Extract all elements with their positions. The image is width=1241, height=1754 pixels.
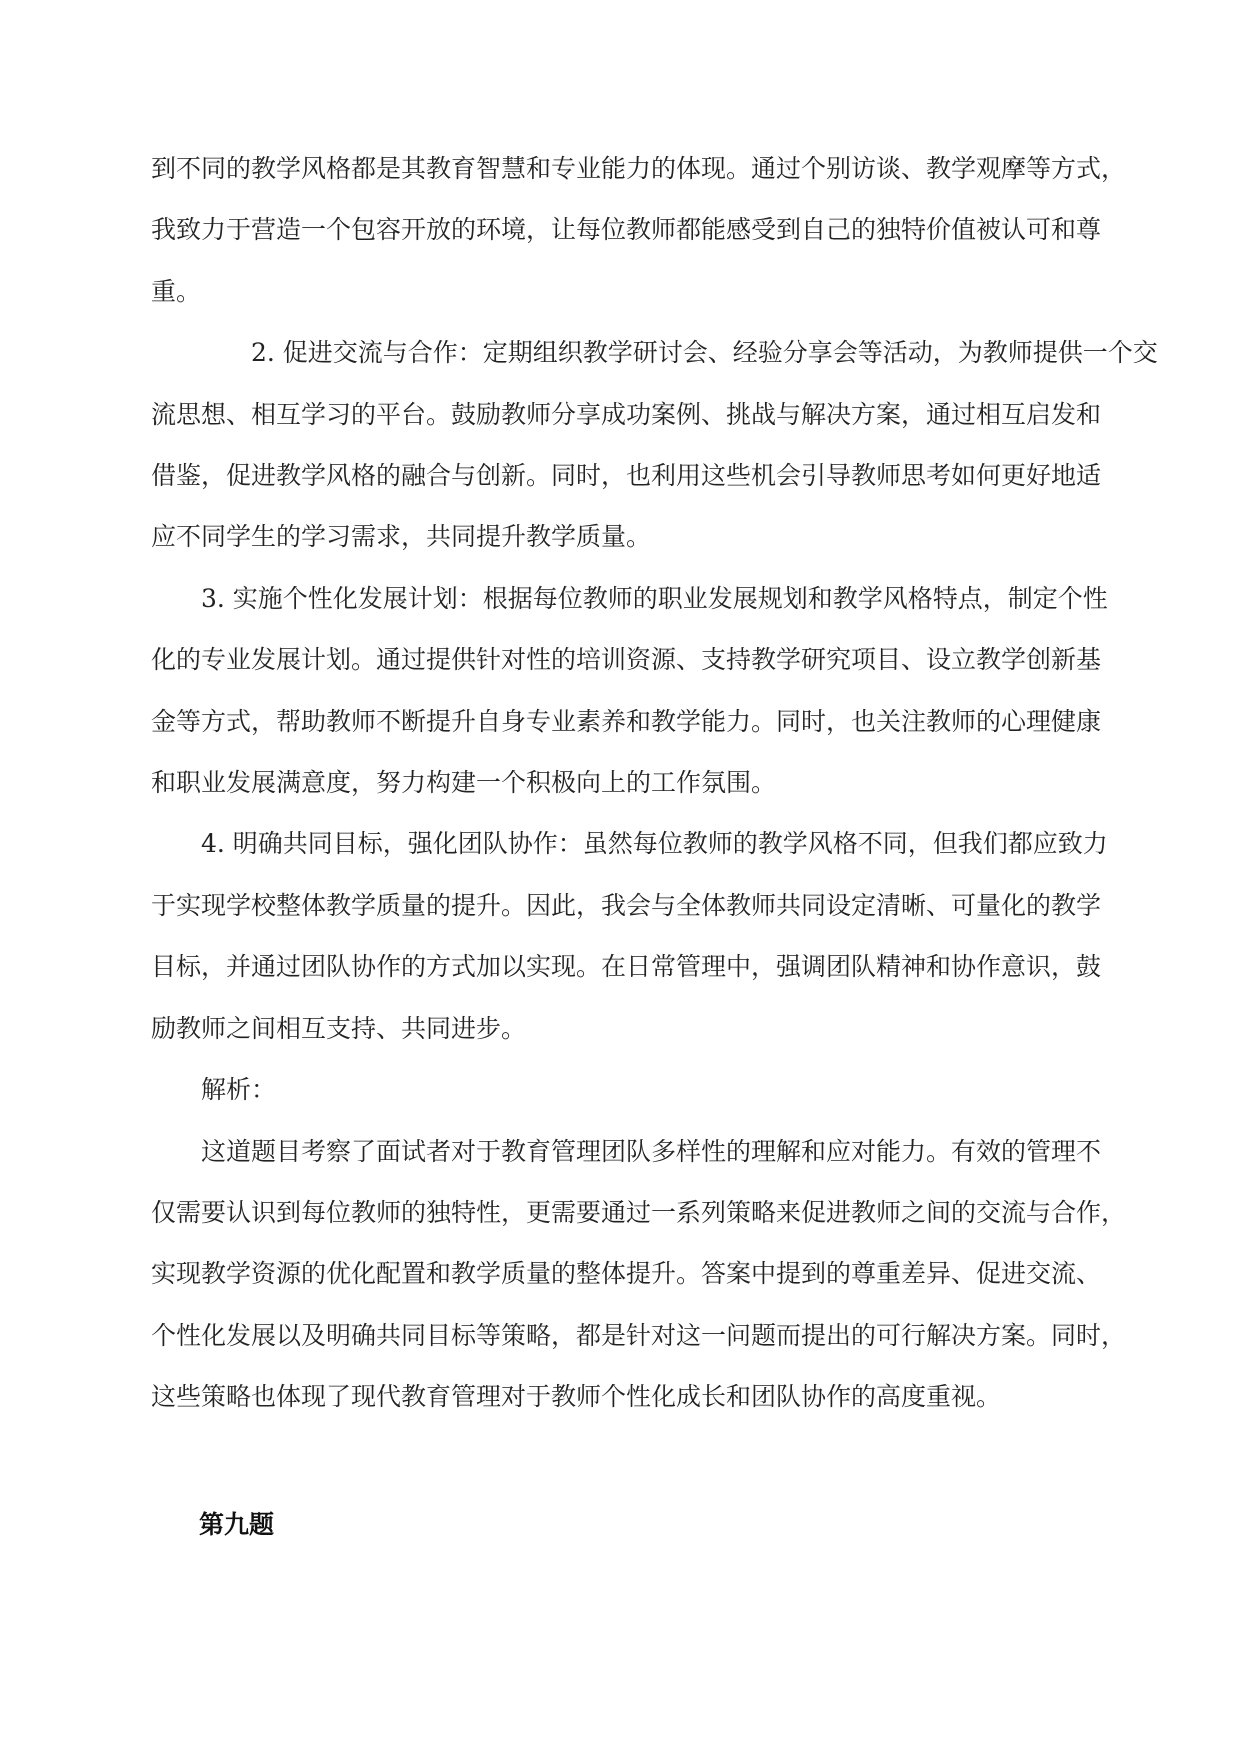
- text-line: 流思想、相互学习的平台。鼓励教师分享成功案例、挑战与解决方案，通过相互启发和: [151, 399, 1102, 429]
- text-line: 励教师之间相互支持、共同进步。: [151, 1013, 527, 1043]
- text-line: 解析：: [201, 1075, 277, 1105]
- paragraph-analysis: [151, 1121, 1127, 1428]
- body-text: [151, 138, 1158, 1428]
- text-line: 我致力于营造一个包容开放的环境，让每位教师都能感受到自己的独特价值被认可和尊: [151, 215, 1102, 245]
- text-line: 于实现学校整体教学质量的提升。因此，我会与全体教师共同设定清晰、可量化的教学: [151, 890, 1102, 920]
- paragraph-common-goals: [151, 813, 1108, 1059]
- section-heading: 第九题: [199, 1510, 275, 1539]
- text-line: 2. 促进交流与合作：定期组织教学研讨会、经验分享会等活动，为教师提供一个交: [251, 338, 1158, 368]
- text-line: 化的专业发展计划。通过提供针对性的培训资源、支持教学研究项目、设立教学创新基: [151, 645, 1102, 675]
- text-line: 4. 明确共同目标，强化团队协作：虽然每位教师的教学风格不同，但我们都应致力: [201, 829, 1108, 859]
- paragraph-promote-exchange: [151, 322, 1158, 568]
- text-line: 这道题目考察了面试者对于教育管理团队多样性的理解和应对能力。有效的管理不: [201, 1136, 1102, 1166]
- paragraph-respect-differences-continuation: [151, 138, 1127, 322]
- text-line: 个性化发展以及明确共同目标等策略，都是针对这一问题而提出的可行解决方案。同时，: [151, 1320, 1127, 1350]
- text-line: 实现教学资源的优化配置和教学质量的整体提升。答案中提到的尊重差异、促进交流、: [151, 1259, 1102, 1289]
- text-line: 到不同的教学风格都是其教育智慧和专业能力的体现。通过个别访谈、教学观摩等方式，: [151, 154, 1127, 183]
- text-line: 目标，并通过团队协作的方式加以实现。在日常管理中，强调团队精神和协作意识，鼓: [151, 952, 1102, 982]
- text-line: 重。: [151, 276, 202, 306]
- text-line: 3. 实施个性化发展计划：根据每位教师的职业发展规划和教学风格特点，制定个性: [201, 583, 1108, 613]
- analysis-label: [151, 1059, 1099, 1120]
- text-line: 和职业发展满意度，努力构建一个积极向上的工作氛围。: [151, 768, 777, 798]
- text-line: 应不同学生的学习需求，共同提升教学质量。: [151, 522, 652, 552]
- text-line: 金等方式，帮助教师不断提升自身专业素养和教学能力。同时，也关注教师的心理健康: [151, 706, 1102, 736]
- text-line: 仅需要认识到每位教师的独特性，更需要通过一系列策略来促进教师之间的交流与合作，: [151, 1197, 1127, 1227]
- paragraph-personalized-development: [151, 568, 1108, 814]
- text-line: 借鉴，促进教学风格的融合与创新。同时，也利用这些机会引导教师思考如何更好地适: [151, 461, 1102, 491]
- text-line: 这些策略也体现了现代教育管理对于教师个性化成长和团队协作的高度重视。: [151, 1382, 1002, 1412]
